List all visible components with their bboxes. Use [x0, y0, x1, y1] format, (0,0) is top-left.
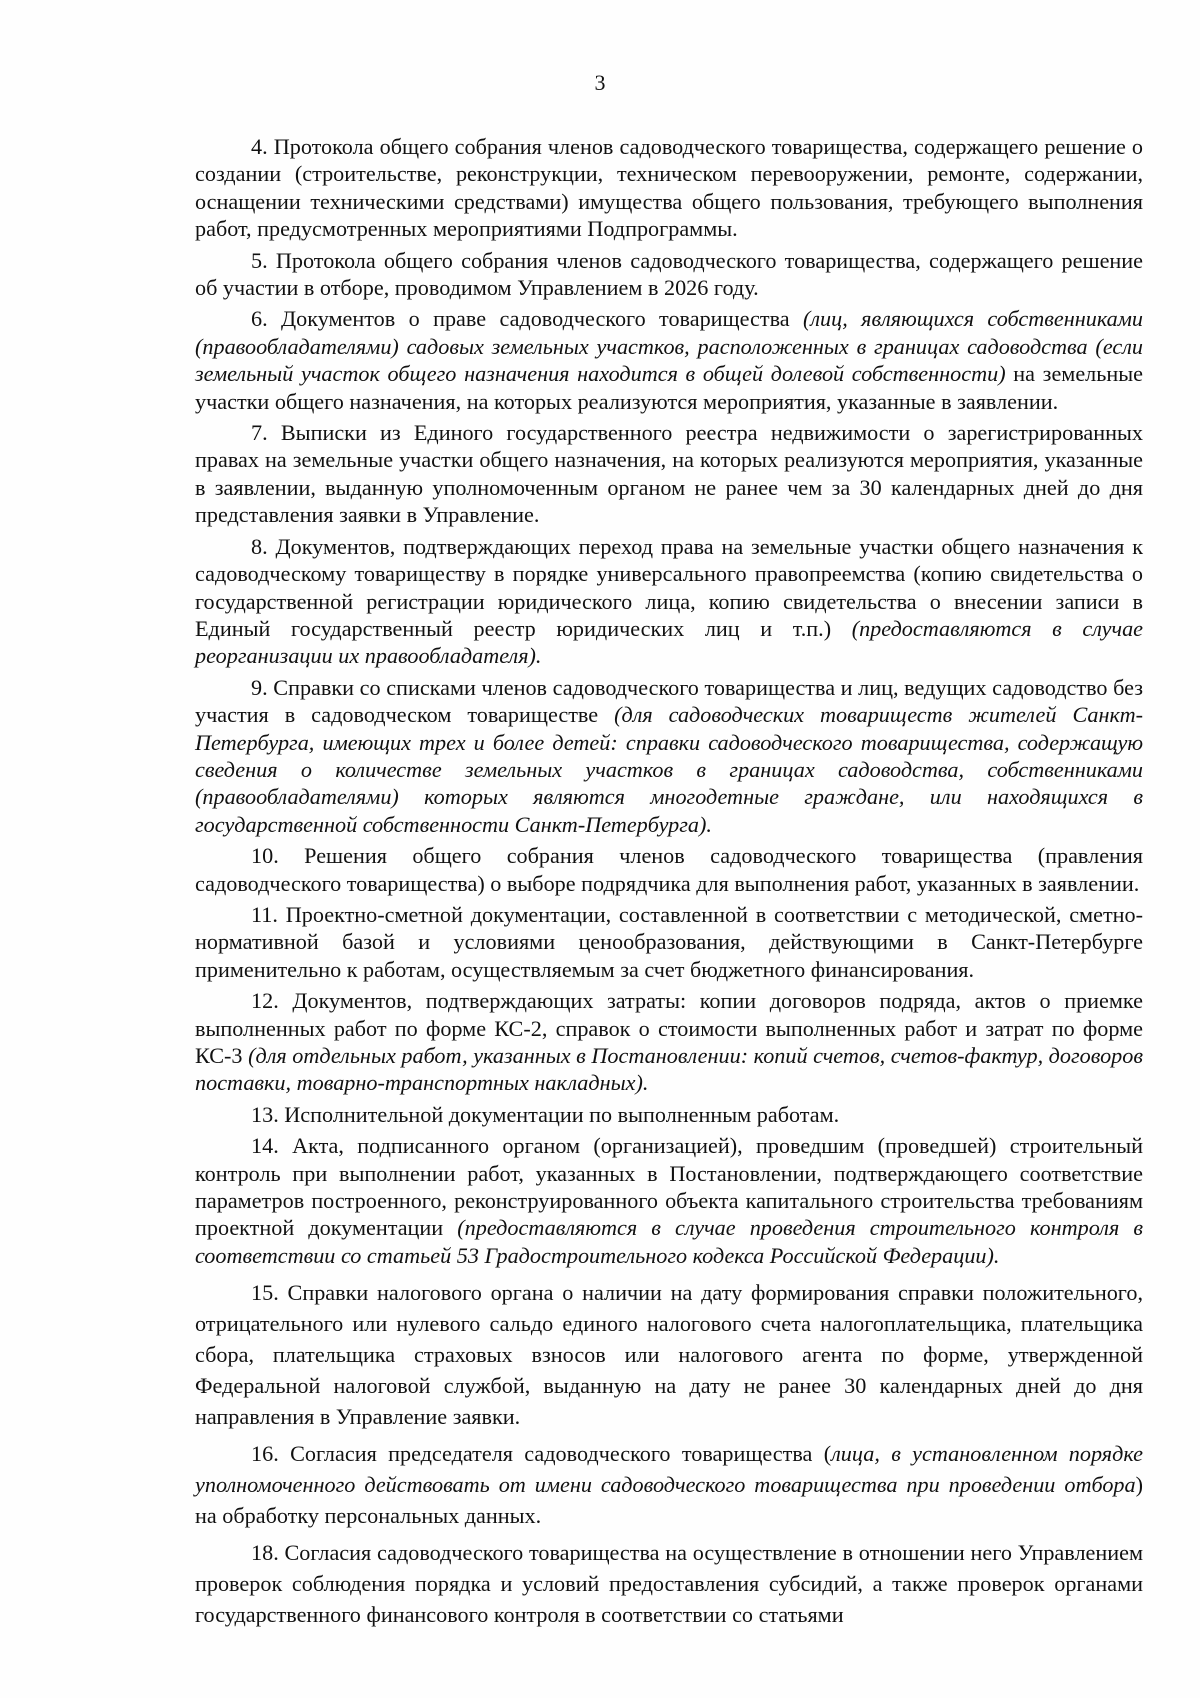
list-item-18: 18. Согласия садоводческого товарищества на осуществление в отношении него Управлением проверок соблюдения порядка и условий предоставления субсидий, а также проверок органами государственного финансового контроля в соответствии со статьями: [195, 1540, 1143, 1628]
list-item-15: 15. Справки налогового органа о наличии на дату формирования справки положительного, отрицательного или нулевого сальдо единого налогового счета налогоплательщика, плательщика сбора, плательщика страховых взносов или налогового агента по форме, утвержденной Федеральной налоговой службой, выданную на дату не ранее 30 календарных дней до дня направления в Управление заявки.: [195, 1280, 1143, 1430]
document-body: [195, 133, 1143, 1630]
list-item-5: 5. Протокола общего собрания членов садоводческого товарищества, содержащего решение об участии в отборе, проводимом Управлением в 2026 году.: [195, 247, 1144, 301]
list-item-8: 8. Документов, подтверждающих переход права на земельные участки общего назначения к садоводческому товариществу в порядке универсального правопреемства (копию свидетельства о государственной регистрации юридического лица, копию свидетельства о внесении записи в Единый государственный реестр юридических лиц и т.п.) (предоставляются в случае реорганизации их правообладателя).: [195, 533, 1144, 669]
list-item-4: 4. Протокола общего собрания членов садоводческого товарищества, содержащего решение о создании (строительстве, реконструкции, техническом перевооружении, ремонте, содержании, оснащении техническими средствами) имущества общего пользования, требующего выполнения работ, предусмотренных мероприятиями Подпрограммы.: [195, 134, 1143, 242]
list-item-16: 16. Согласия председателя садоводческого товарищества (лица, в установленном порядке уполномоченного действовать от имени садоводческого товарищества при проведении отбора) на обработку персональных данных.: [195, 1441, 1143, 1529]
list-item-12: 12. Документов, подтверждающих затраты: копии договоров подряда, актов о приемке выполненных работ по форме КС-2, справок о стоимости выполненных работ и затрат по форме КС-3 (для отдельных работ, указанных в Постановлении: копий счетов, счетов-фактур, договоров поставки, товарно-транспортных накладных).: [195, 988, 1143, 1096]
list-item-10: 10. Решения общего собрания членов садоводческого товарищества (правления садоводческого товарищества) о выборе подрядчика для выполнения работ, указанных в заявлении.: [195, 843, 1143, 896]
list-item-14: 14. Акта, подписанного органом (организацией), проведшим (проведшей) строительный контроль при выполнении работ, указанных в Постановлении, подтверждающего соответствие параметров построенного, реконструированного объекта капитального строительства требованиям проектной документации (предоставляются в случае проведения строительного контроля в соответствии со статьей 53 Градостроительного кодекса Российской Федерации).: [195, 1133, 1144, 1268]
list-item-9: 9. Справки со списками членов садоводческого товарищества и лиц, ведущих садоводство без участия в садоводческом товариществе (для садоводческих товариществ жителей Санкт-Петербурга, имеющих трех и более детей: справки садоводческого товарищества, содержащую сведения о количестве земельных участков в границах садоводства, собственниками (правообладателями) которых являются многодетные граждане, или находящихся в государственной собственности Санкт-Петербурга).: [195, 674, 1144, 837]
list-item-7: 7. Выписки из Единого государственного реестра недвижимости о зарегистрированных правах на земельные участки общего назначения, на которых реализуются мероприятия, указанные в заявлении, выданную уполномоченным органом не ранее чем за 30 календарных дней до дня представления заявки в Управление.: [195, 420, 1143, 528]
list-item-11: 11. Проектно-сметной документации, составленной в соответствии с методической, сметно-нормативной базой и условиями ценообразования, действующими в Санкт-Петербурге применительно к работам, осуществляемым за счет бюджетного финансирования.: [195, 901, 1143, 982]
page-number: 3: [594, 70, 606, 95]
list-item-6: 6. Документов о праве садоводческого товарищества (лиц, являющихся собственниками (правообладателями) садовых земельных участков, расположенных в границах садоводства (если земельный участок общего назначения находится в общей долевой собственности) на земельные участки общего назначения, на которых реализуются мероприятия, указанные в заявлении.: [195, 306, 1144, 414]
list-item-13: 13. Исполнительной документации по выполненным работам.: [251, 1101, 840, 1127]
